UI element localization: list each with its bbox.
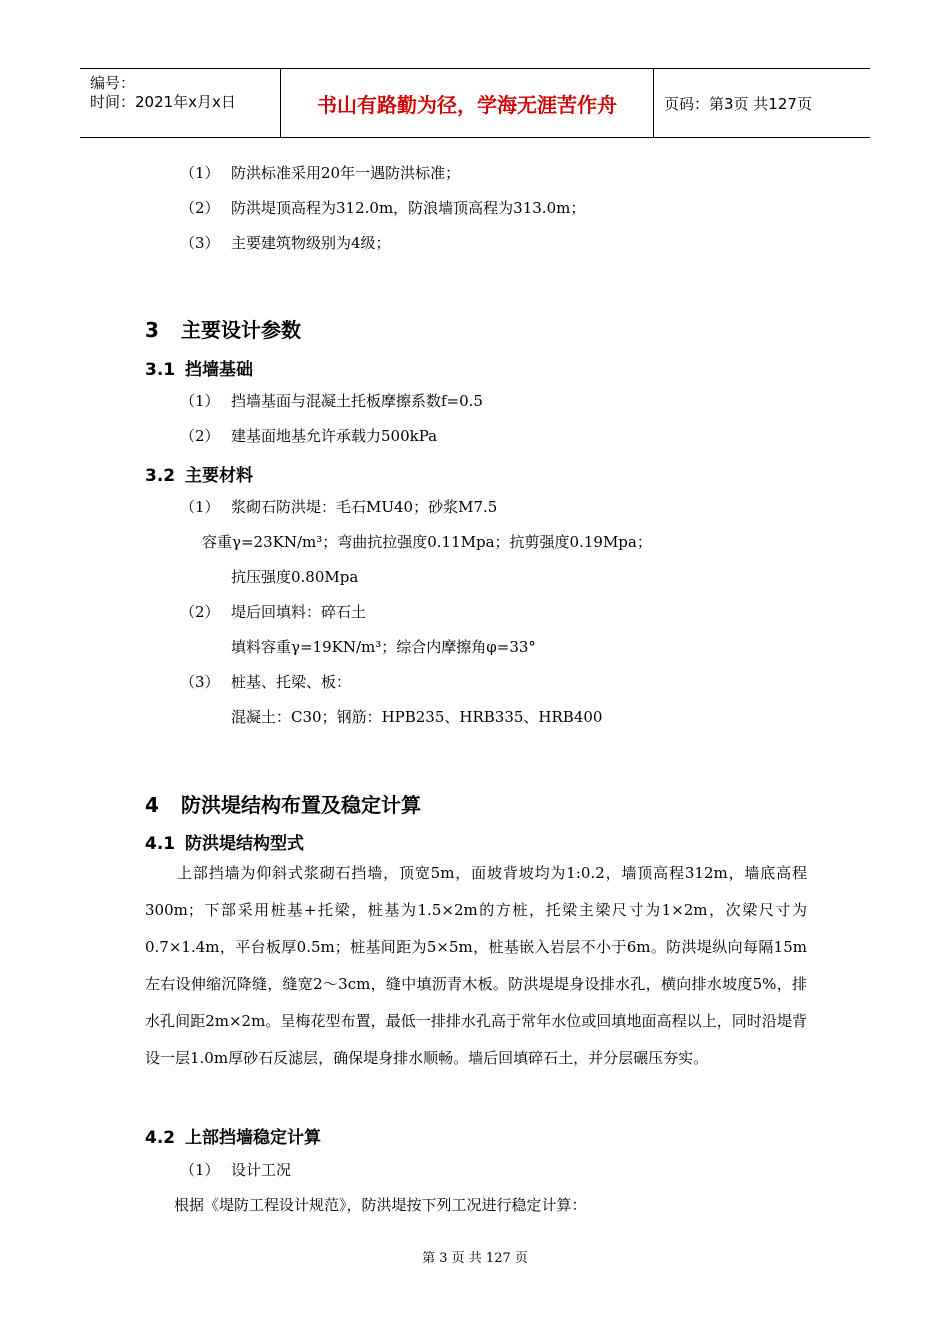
list-item-number: （3） <box>180 234 220 252</box>
subsection-title: 主要材料 <box>185 466 253 486</box>
list-item-detail: 容重γ=23KN/m³；弯曲抗拉强度0.11Mpa；抗剪强度0.19Mpa； <box>202 533 652 551</box>
subsection-title: 防洪堤结构型式 <box>185 834 304 854</box>
body-line: 根据《堤防工程设计规范》，防洪堤按下列工况进行稳定计算： <box>174 1196 587 1214</box>
subsection-heading <box>145 355 253 380</box>
list-item-number: （1） <box>180 498 220 516</box>
list-item-text: 防洪标准采用20年一遇防洪标准； <box>231 164 461 182</box>
header-info-cell <box>80 69 281 137</box>
list-item-number: （2） <box>180 603 220 621</box>
section-title: 主要设计参数 <box>181 318 301 342</box>
list-item-text: 设计工况 <box>231 1161 292 1179</box>
list-item-number: （2） <box>180 199 220 217</box>
list-item-text: 防洪堤顶高程为312.0m，防浪墙顶高程为313.0m； <box>231 199 586 217</box>
document-number-label: 编号： <box>90 74 136 92</box>
section-title: 防洪堤结构布置及稳定计算 <box>181 793 421 817</box>
subsection-title: 挡墙基础 <box>185 360 253 380</box>
section-heading <box>145 314 301 343</box>
page-header <box>80 68 870 138</box>
list-item-text: 建基面地基允许承载力500kPa <box>231 427 438 445</box>
list-item-number: （1） <box>180 392 220 410</box>
subsection-heading <box>145 829 304 854</box>
subsection-number: 3.1 <box>145 360 176 380</box>
list-item-text: 主要建筑物级别为4级； <box>231 234 391 252</box>
list-item-detail: 混凝土：C30；钢筋：HPB235、HRB335、HRB400 <box>231 708 603 726</box>
subsection-heading <box>145 461 253 486</box>
document-time-label: 时间：2021年x月x日 <box>90 93 236 111</box>
page-footer: 第 3 页 共 127 页 <box>422 1251 528 1266</box>
section-heading <box>145 789 421 818</box>
list-item-number: （1） <box>180 164 220 182</box>
subsection-heading <box>145 1123 321 1148</box>
list-item-detail: 填料容重γ=19KN/m³；综合内摩擦角φ=33° <box>231 638 536 656</box>
list-item-number: （2） <box>180 427 220 445</box>
list-item-number: （3） <box>180 673 220 691</box>
list-item-number: （1） <box>180 1161 220 1179</box>
section-number: 3 <box>145 318 159 342</box>
subsection-number: 4.2 <box>145 1128 176 1148</box>
header-page-label: 页码：第3页 共127页 <box>664 94 812 113</box>
section-number: 4 <box>145 793 159 817</box>
body-paragraph <box>145 855 807 1077</box>
list-item-text: 堤后回填料：碎石土 <box>231 603 367 621</box>
header-motto: 书山有路勤为径，学海无涯苦作舟 <box>281 69 654 137</box>
list-item-text: 挡墙基面与混凝土托板摩擦系数f=0.5 <box>231 392 483 410</box>
list-item-detail: 抗压强度0.80Mpa <box>231 568 359 586</box>
list-item-text: 浆砌石防洪堤：毛石MU40；砂浆M7.5 <box>231 498 498 516</box>
subsection-number: 3.2 <box>145 466 176 486</box>
paragraph-text: 上部挡墙为仰斜式浆砌石挡墙，顶宽5m，面坡背坡均为1:0.2，墙顶高程312m，墙底高程300m；下部采用桩基+托梁，桩基为1.5×2m的方桩，托梁主梁尺寸为1×2m，次梁尺寸为0.7×1.4m，平台板厚0.5m；桩基间距为5×5m，桩基嵌入岩层不小于6m。防洪堤纵向每隔15m左右设伸缩沉降缝，缝宽2～3cm，缝中填沥青木板。防洪堤堤身设排水孔，横向排水坡度5%，排水孔间距2m×2m。呈梅花型布置，最低一排排水孔高于常年水位或回填地面高程以上，同时沿堤背设一层1.0m厚砂石反滤层，确保堤身排水顺畅。墙后回填碎石土，并分层碾压夯实。 <box>145 864 807 1067</box>
subsection-title: 上部挡墙稳定计算 <box>185 1128 321 1148</box>
subsection-number: 4.1 <box>145 834 176 854</box>
list-item-text: 桩基、托梁、板： <box>231 673 352 691</box>
